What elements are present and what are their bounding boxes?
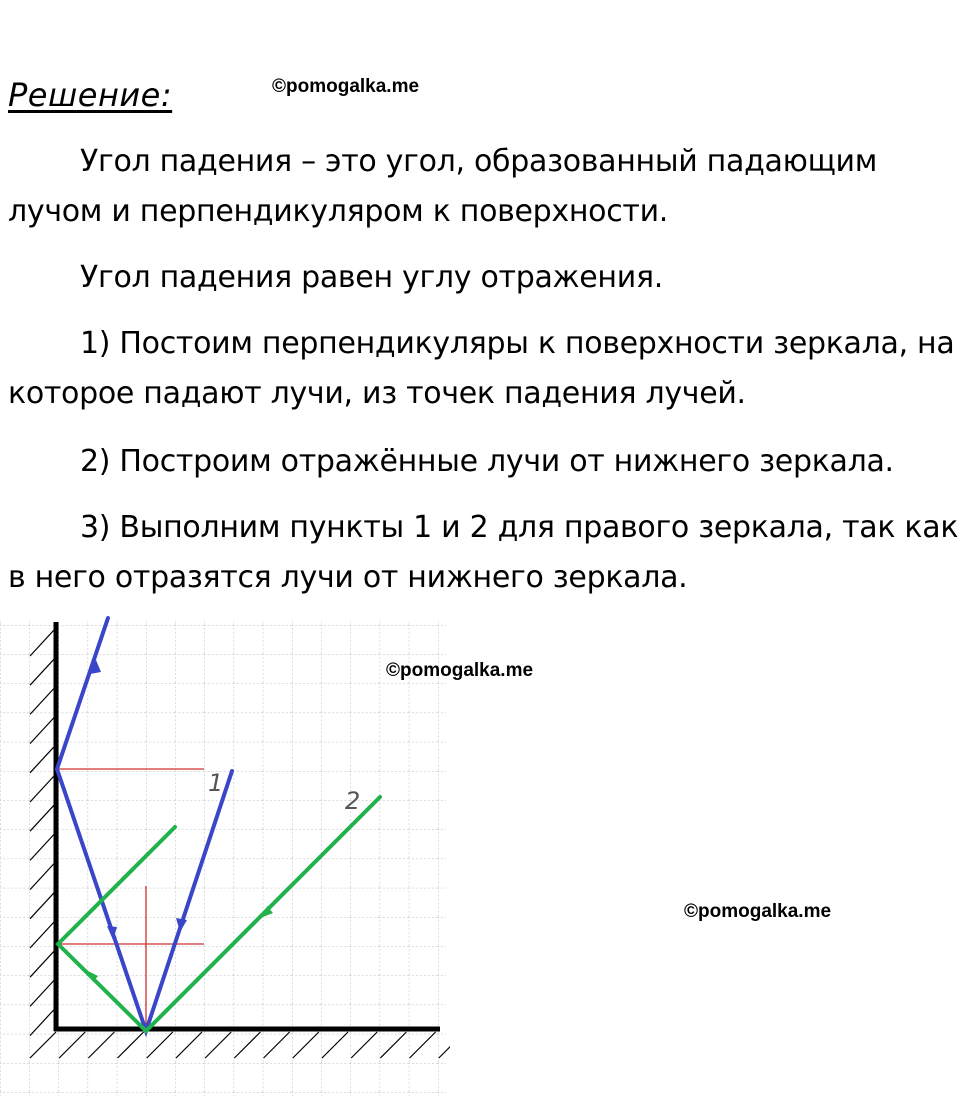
paragraph-1-line-2: лучом и перпендикуляром к поверхности. [8, 194, 669, 229]
paragraph-5-line-1: 3) Выполним пункты 1 и 2 для правого зеркала, так как [80, 510, 959, 545]
watermark-right: ©pomogalka.me [684, 901, 832, 922]
paragraph-3-line-2: которое падают лучи, из точек падения лучей. [8, 376, 746, 411]
solution-heading: Решение: [8, 76, 173, 114]
ray-2-label: 2 [345, 787, 361, 815]
paragraph-2-line-1: Угол падения равен углу отражения. [80, 260, 663, 295]
paragraph-3-line-1: 1) Постоим перпендикуляры к поверхности зеркала, на [80, 326, 955, 361]
ray-1-label: 1 [208, 769, 224, 797]
watermark-top: ©pomogalka.me [272, 76, 420, 97]
watermark-middle: ©pomogalka.me [386, 660, 534, 681]
paragraph-5-line-2: в него отразятся лучи от нижнего зеркала. [8, 560, 688, 595]
ray-reflection-diagram [0, 610, 450, 1096]
grid-background [0, 620, 446, 1096]
paragraph-1-line-1: Угол падения – это угол, образованный падающим [80, 144, 878, 179]
paragraph-4-line-1: 2) Построим отражённые лучи от нижнего зеркала. [80, 444, 894, 479]
